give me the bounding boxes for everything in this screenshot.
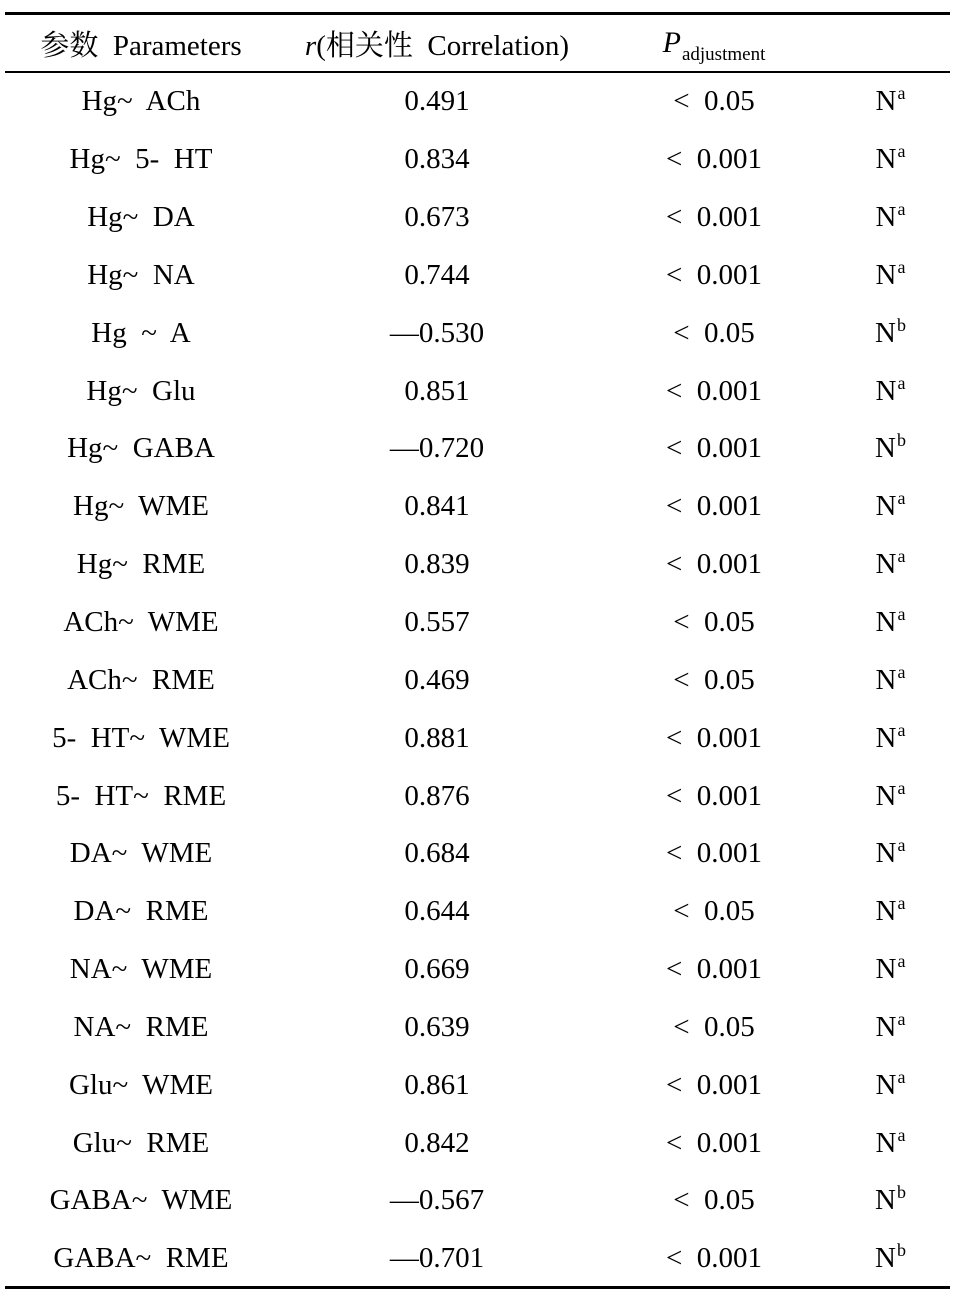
mark-letter: N <box>875 1010 897 1043</box>
table-row <box>5 420 950 478</box>
parameter-cell: Hg~ RME <box>76 548 206 581</box>
mark-superscript: b <box>896 314 906 335</box>
parameter-cell: Glu~ RME <box>72 1126 210 1159</box>
header-p-variable: P <box>662 26 681 59</box>
p-value-cell: < 0.001 <box>665 374 763 407</box>
table-row <box>5 478 950 536</box>
correlation-cell: 0.491 <box>404 85 470 118</box>
p-value-cell: < 0.05 <box>673 895 755 928</box>
mark-cell <box>831 1240 950 1275</box>
mark-cell <box>831 314 950 349</box>
parameter-cell: Hg ~ A <box>91 316 191 349</box>
p-value-cell: < 0.05 <box>673 85 755 118</box>
mark-superscript: a <box>897 951 906 972</box>
mark-letter: N <box>875 663 897 696</box>
correlation-cell: —0.701 <box>389 1242 485 1275</box>
parameter-cell: Hg~ WME <box>73 490 209 523</box>
correlation-cell: 0.669 <box>404 953 470 986</box>
p-value-cell: < 0.001 <box>665 721 763 754</box>
mark-cell <box>831 1124 950 1159</box>
p-value-cell: < 0.001 <box>665 201 763 234</box>
mark-letter: N <box>875 953 897 986</box>
correlation-cell: 0.744 <box>404 258 470 291</box>
mark-cell <box>831 1008 950 1043</box>
header-p-subscript: adjustment <box>681 44 766 65</box>
mark-cell <box>831 951 950 986</box>
p-value-cell: < 0.05 <box>673 316 755 349</box>
p-value-cell: < 0.001 <box>665 779 763 812</box>
parameter-cell: ACh~ RME <box>67 663 215 696</box>
mark-cell <box>831 777 950 812</box>
parameter-cell: Hg~ NA <box>87 258 195 291</box>
correlation-cell: 0.469 <box>404 663 470 696</box>
table-row <box>5 767 950 825</box>
table-row <box>5 825 950 883</box>
p-value-cell: < 0.05 <box>673 663 755 696</box>
table-row <box>5 304 950 362</box>
correlation-cell: 0.834 <box>404 143 470 176</box>
table-row <box>5 1230 950 1288</box>
correlation-cell: 0.876 <box>404 779 470 812</box>
p-value-cell: < 0.001 <box>665 490 763 523</box>
mark-letter: N <box>875 606 897 639</box>
p-value-cell: < 0.05 <box>673 1010 755 1043</box>
table-body <box>5 73 950 1288</box>
header-correlation-variable: r <box>304 29 317 62</box>
mark-letter: N <box>875 1242 896 1275</box>
p-value-cell: < 0.05 <box>673 1184 755 1217</box>
p-value-cell: < 0.001 <box>665 953 763 986</box>
mark-letter: N <box>875 201 897 234</box>
correlation-cell: 0.841 <box>404 490 470 523</box>
parameter-cell: Hg~ GABA <box>67 432 215 465</box>
header-p-adjustment <box>597 26 831 65</box>
table-row <box>5 709 950 767</box>
table-row <box>5 594 950 652</box>
mark-superscript: a <box>897 1066 906 1087</box>
mark-cell <box>831 430 950 465</box>
correlation-cell: 0.673 <box>404 201 470 234</box>
mark-superscript: a <box>897 777 906 798</box>
table-row <box>5 999 950 1057</box>
mark-superscript: a <box>897 661 906 682</box>
correlation-cell: 0.842 <box>404 1126 470 1159</box>
mark-cell <box>831 893 950 928</box>
p-value-cell: < 0.001 <box>665 1126 763 1159</box>
mark-letter: N <box>875 1184 896 1217</box>
p-value-cell: < 0.001 <box>665 548 763 581</box>
parameter-cell: Hg~ ACh <box>81 85 201 118</box>
p-value-cell: < 0.001 <box>665 1242 763 1275</box>
correlation-cell: 0.639 <box>404 1010 470 1043</box>
table-row <box>5 1114 950 1172</box>
correlation-cell: 0.557 <box>404 606 470 639</box>
mark-cell <box>831 256 950 291</box>
correlation-cell: —0.720 <box>389 432 485 465</box>
table-row <box>5 1056 950 1114</box>
parameter-cell: 5- HT~ WME <box>52 721 230 754</box>
mark-cell <box>831 604 950 639</box>
table-row <box>5 73 950 131</box>
table-header-row <box>5 15 950 71</box>
mark-cell <box>831 719 950 754</box>
mark-cell <box>831 546 950 581</box>
mark-letter: N <box>875 258 897 291</box>
mark-letter: N <box>875 490 897 523</box>
p-value-cell: < 0.001 <box>665 258 763 291</box>
mark-superscript: b <box>896 1182 906 1203</box>
mark-letter: N <box>875 1126 897 1159</box>
table-row <box>5 651 950 709</box>
correlation-cell: 0.839 <box>404 548 470 581</box>
mark-superscript: a <box>897 719 906 740</box>
parameter-cell: NA~ WME <box>69 953 213 986</box>
header-parameters: 参数 Parameters <box>40 29 242 62</box>
parameter-cell: ACh~ WME <box>63 606 219 639</box>
table-row <box>5 941 950 999</box>
correlation-cell: —0.530 <box>389 316 485 349</box>
mark-superscript: a <box>897 256 906 277</box>
mark-cell <box>831 141 950 176</box>
table-row <box>5 1172 950 1230</box>
mark-letter: N <box>875 143 897 176</box>
parameter-cell: Hg~ Glu <box>86 374 196 407</box>
mark-superscript: a <box>897 835 906 856</box>
p-value-cell: < 0.001 <box>665 1068 763 1101</box>
p-value-cell: < 0.001 <box>665 432 763 465</box>
mark-superscript: a <box>897 372 906 393</box>
mark-letter: N <box>875 548 897 581</box>
correlation-cell: 0.861 <box>404 1068 470 1101</box>
parameter-cell: Hg~ DA <box>87 201 195 234</box>
correlation-cell: —0.567 <box>389 1184 485 1217</box>
mark-superscript: a <box>897 83 906 104</box>
parameter-cell: Hg~ 5- HT <box>69 143 213 176</box>
table-row <box>5 536 950 594</box>
table-row <box>5 189 950 247</box>
mark-superscript: a <box>897 1008 906 1029</box>
parameter-cell: DA~ RME <box>73 895 209 928</box>
correlation-cell: 0.644 <box>404 895 470 928</box>
parameter-cell: GABA~ RME <box>53 1242 229 1275</box>
parameter-cell: GABA~ WME <box>49 1184 233 1217</box>
parameter-cell: 5- HT~ RME <box>55 779 227 812</box>
mark-letter: N <box>875 895 897 928</box>
parameter-cell: DA~ WME <box>69 837 213 870</box>
mark-superscript: a <box>897 488 906 509</box>
mark-letter: N <box>875 316 896 349</box>
correlation-cell: 0.851 <box>404 374 470 407</box>
mark-letter: N <box>875 432 896 465</box>
parameter-cell: NA~ RME <box>73 1010 209 1043</box>
mark-letter: N <box>875 374 897 407</box>
mark-cell <box>831 661 950 696</box>
header-correlation-label: (相关性 Correlation) <box>316 29 570 62</box>
mark-superscript: b <box>896 1240 906 1261</box>
mark-cell <box>831 488 950 523</box>
header-correlation <box>277 23 597 64</box>
mark-superscript: a <box>897 141 906 162</box>
mark-cell <box>831 199 950 234</box>
table-row <box>5 362 950 420</box>
mark-cell <box>831 372 950 407</box>
mark-letter: N <box>875 779 897 812</box>
mark-cell <box>831 835 950 870</box>
table-row <box>5 883 950 941</box>
mark-cell <box>831 1066 950 1101</box>
correlation-cell: 0.881 <box>404 721 470 754</box>
p-value-cell: < 0.001 <box>665 837 763 870</box>
table-bottom-rule <box>5 1286 950 1289</box>
correlation-cell: 0.684 <box>404 837 470 870</box>
mark-superscript: a <box>897 546 906 567</box>
table-row <box>5 131 950 189</box>
p-value-cell: < 0.001 <box>665 143 763 176</box>
parameter-cell: Glu~ WME <box>68 1068 214 1101</box>
mark-superscript: a <box>897 199 906 220</box>
mark-superscript: a <box>897 1124 906 1145</box>
mark-letter: N <box>875 1068 897 1101</box>
mark-letter: N <box>875 721 897 754</box>
p-value-cell: < 0.05 <box>673 606 755 639</box>
mark-cell <box>831 83 950 118</box>
mark-superscript: a <box>897 604 906 625</box>
mark-superscript: a <box>897 893 906 914</box>
mark-letter: N <box>875 837 897 870</box>
mark-letter: N <box>875 85 897 118</box>
table-row <box>5 247 950 305</box>
mark-superscript: b <box>896 430 906 451</box>
mark-cell <box>831 1182 950 1217</box>
